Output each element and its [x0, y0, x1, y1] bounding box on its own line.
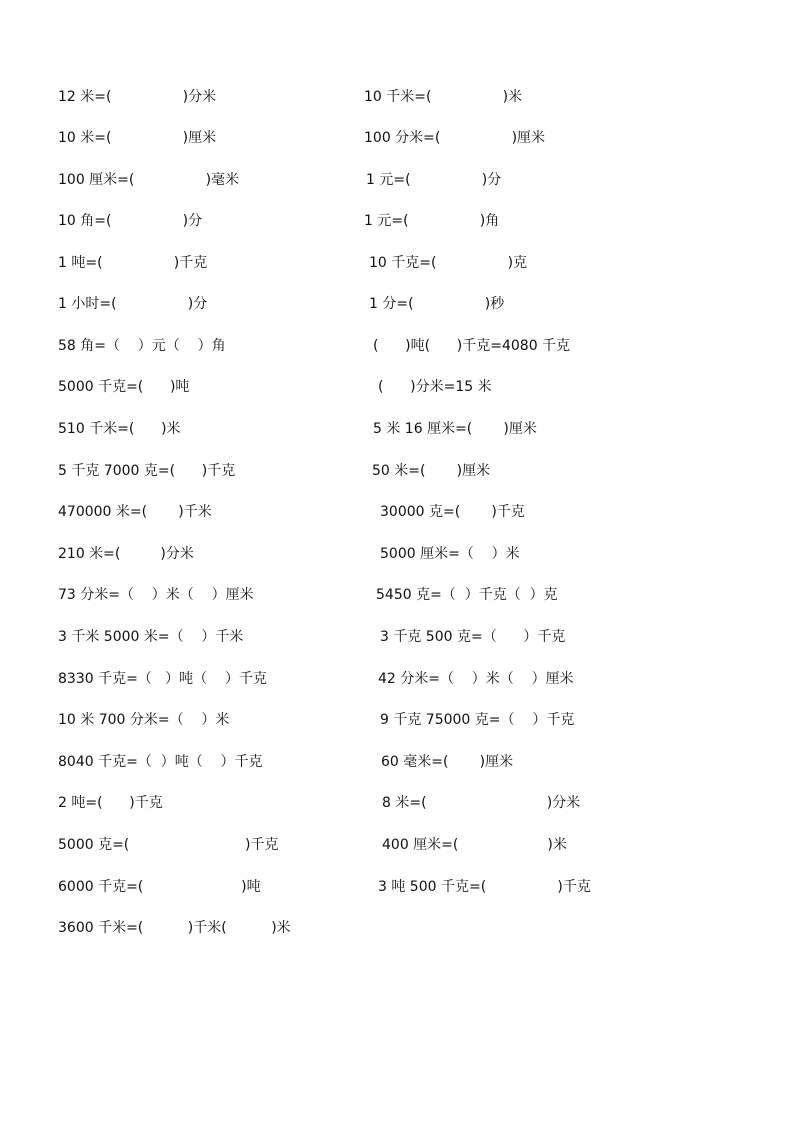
question-left: 6000 千克=( )吨 — [58, 879, 261, 895]
question-left: 1 吨=( )千克 — [58, 255, 208, 271]
question-left: 3 千米 5000 米=（ ）千米 — [58, 629, 244, 645]
question-left: 1 小时=( )分 — [58, 296, 208, 312]
question-left: 210 米=( )分米 — [58, 546, 194, 562]
question-right: 400 厘米=( )米 — [382, 837, 567, 853]
question-left: 58 角=（ ）元（ ）角 — [58, 338, 226, 354]
question-left: 10 米 700 分米=（ ）米 — [58, 712, 230, 728]
question-right: 9 千克 75000 克=（ ）千克 — [380, 712, 575, 728]
question-right: 1 元=( )分 — [366, 172, 502, 188]
question-left: 73 分米=（ ）米（ ）厘米 — [58, 587, 254, 603]
question-right: 3 吨 500 千克=( )千克 — [378, 879, 591, 895]
question-right: 1 元=( )角 — [364, 213, 500, 229]
question-left: 2 吨=( )千克 — [58, 795, 163, 811]
question-right: 10 千米=( )米 — [364, 89, 523, 105]
question-left: 12 米=( )分米 — [58, 89, 217, 105]
question-left: 8330 千克=（ ）吨（ ）千克 — [58, 671, 267, 687]
question-left: 470000 米=( )千米 — [58, 504, 212, 520]
question-left: 5000 克=( )千克 — [58, 837, 279, 853]
question-right: 1 分=( )秒 — [369, 296, 505, 312]
question-right: ( )分米=15 米 — [378, 379, 492, 395]
question-right: 3 千克 500 克=（ ）千克 — [380, 629, 566, 645]
question-right: 42 分米=（ ）米（ ）厘米 — [378, 671, 574, 687]
question-right: 8 米=( )分米 — [382, 795, 581, 811]
question-right: 5450 克=（ ）千克（ ）克 — [376, 587, 558, 603]
question-right: 10 千克=( )克 — [369, 255, 528, 271]
question-right: 50 米=( )厘米 — [372, 463, 491, 479]
question-right: 5000 厘米=（ ）米 — [380, 546, 520, 562]
question-left: 8040 千克=（ ）吨（ ）千克 — [58, 754, 263, 770]
question-right: 100 分米=( )厘米 — [364, 130, 546, 146]
question-right: ( )吨( )千克=4080 千克 — [373, 338, 571, 354]
question-right: 60 毫米=( )厘米 — [381, 754, 514, 770]
question-left: 100 厘米=( )毫米 — [58, 172, 240, 188]
question-right: 30000 克=( )千克 — [380, 504, 525, 520]
question-left: 3600 千米=( )千米( )米 — [58, 920, 291, 936]
question-left: 5000 千克=( )吨 — [58, 379, 190, 395]
question-left: 10 角=( )分 — [58, 213, 203, 229]
question-right: 5 米 16 厘米=( )厘米 — [373, 421, 537, 437]
question-left: 10 米=( )厘米 — [58, 130, 217, 146]
question-left: 5 千克 7000 克=( )千克 — [58, 463, 236, 479]
question-left: 510 千米=( )米 — [58, 421, 181, 437]
